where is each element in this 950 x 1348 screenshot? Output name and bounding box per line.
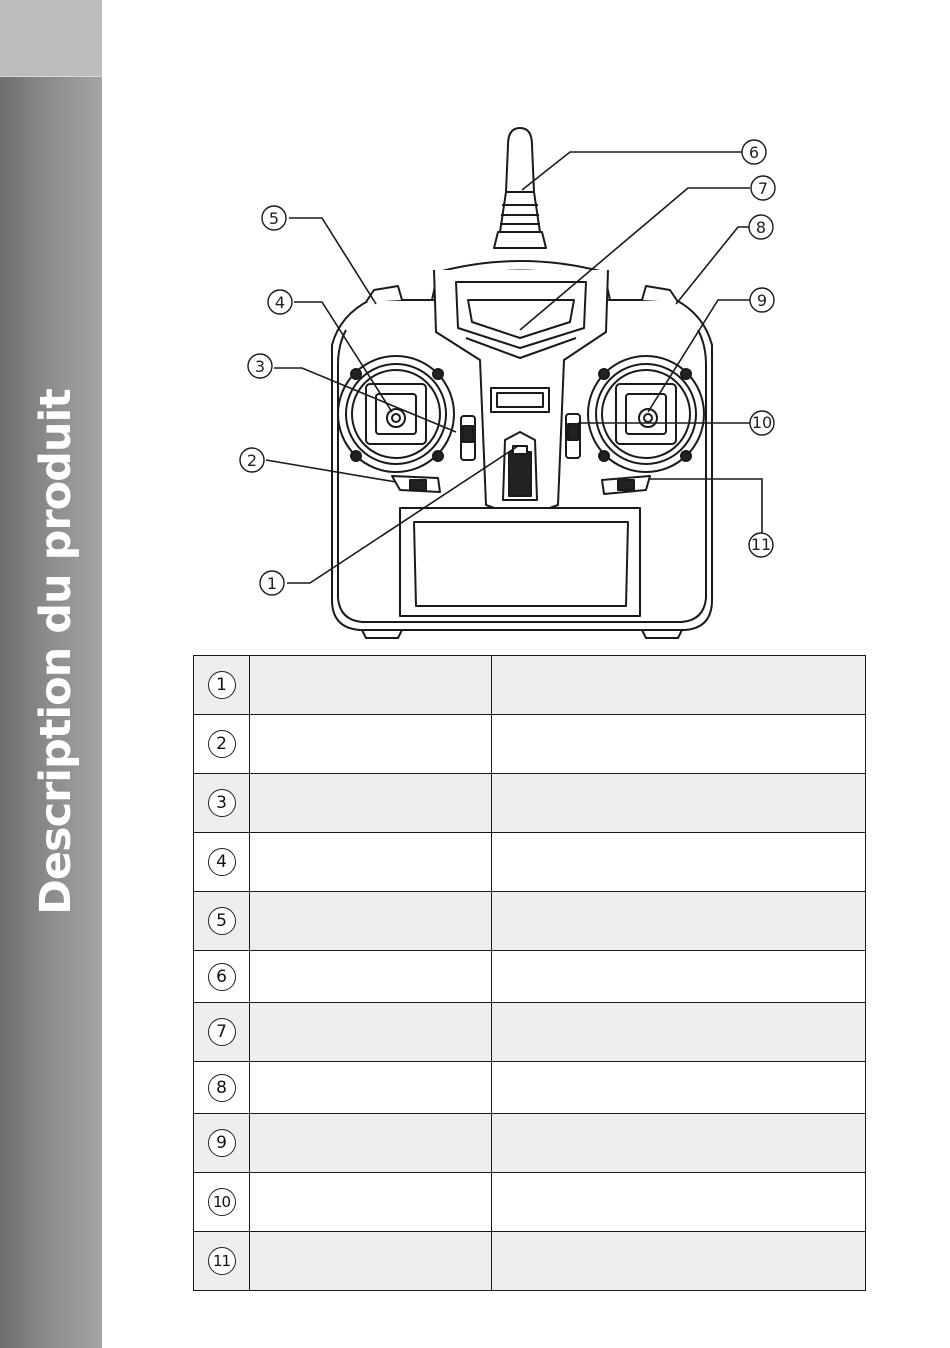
svg-text:8: 8 [755,218,767,237]
table-row [194,1062,866,1114]
callout-6 [742,140,766,164]
svg-text:10: 10 [751,413,773,432]
part-name [250,1003,492,1062]
svg-text:1: 1 [266,574,278,593]
item-number: 7 [208,1018,236,1046]
callout-9 [750,288,774,312]
part-description [492,1003,866,1062]
callout-7 [751,176,775,200]
part-name [250,1232,492,1291]
part-name [250,656,492,715]
callout-8 [749,215,773,239]
svg-text:6: 6 [748,143,760,162]
part-description [492,774,866,833]
callout-4 [268,290,292,314]
part-name [250,774,492,833]
item-number: 4 [208,848,236,876]
part-name [250,715,492,774]
part-description [492,715,866,774]
table-row [194,833,866,892]
part-description [492,1232,866,1291]
part-description [492,892,866,951]
callout-10 [750,411,774,435]
svg-text:2: 2 [246,451,258,470]
part-description [492,833,866,892]
part-name [250,1062,492,1114]
item-number: 5 [208,907,236,935]
item-number: 11 [208,1247,236,1275]
part-description [492,1062,866,1114]
remote-control-diagram [0,0,950,650]
svg-text:11: 11 [750,535,772,554]
callout-5 [262,206,286,230]
callout-11 [749,533,773,557]
item-number: 1 [208,671,236,699]
part-name [250,1114,492,1173]
svg-text:5: 5 [268,209,280,228]
item-number: 10 [208,1188,236,1216]
table-row [194,1114,866,1173]
item-number: 2 [208,730,236,758]
part-description [492,1173,866,1232]
part-name [250,1173,492,1232]
table-row [194,1173,866,1232]
table-row [194,774,866,833]
section-title: Description du produit [31,389,81,915]
callout-1 [260,571,284,595]
table-row [194,1003,866,1062]
callout-3 [248,354,272,378]
svg-text:7: 7 [757,179,769,198]
callout-2 [240,448,264,472]
parts-table [193,655,866,1291]
part-description [492,656,866,715]
table-row [194,1232,866,1291]
svg-text:3: 3 [254,357,266,376]
item-number: 8 [208,1074,236,1102]
table-row [194,656,866,715]
remote-control-illustration [332,128,712,638]
part-name [250,951,492,1003]
part-description [492,951,866,1003]
part-description [492,1114,866,1173]
table-row [194,951,866,1003]
table-row [194,892,866,951]
svg-text:9: 9 [756,291,768,310]
item-number: 9 [208,1129,236,1157]
item-number: 3 [208,789,236,817]
table-row [194,715,866,774]
item-number: 6 [208,963,236,991]
svg-text:4: 4 [274,293,286,312]
part-name [250,892,492,951]
part-name [250,833,492,892]
